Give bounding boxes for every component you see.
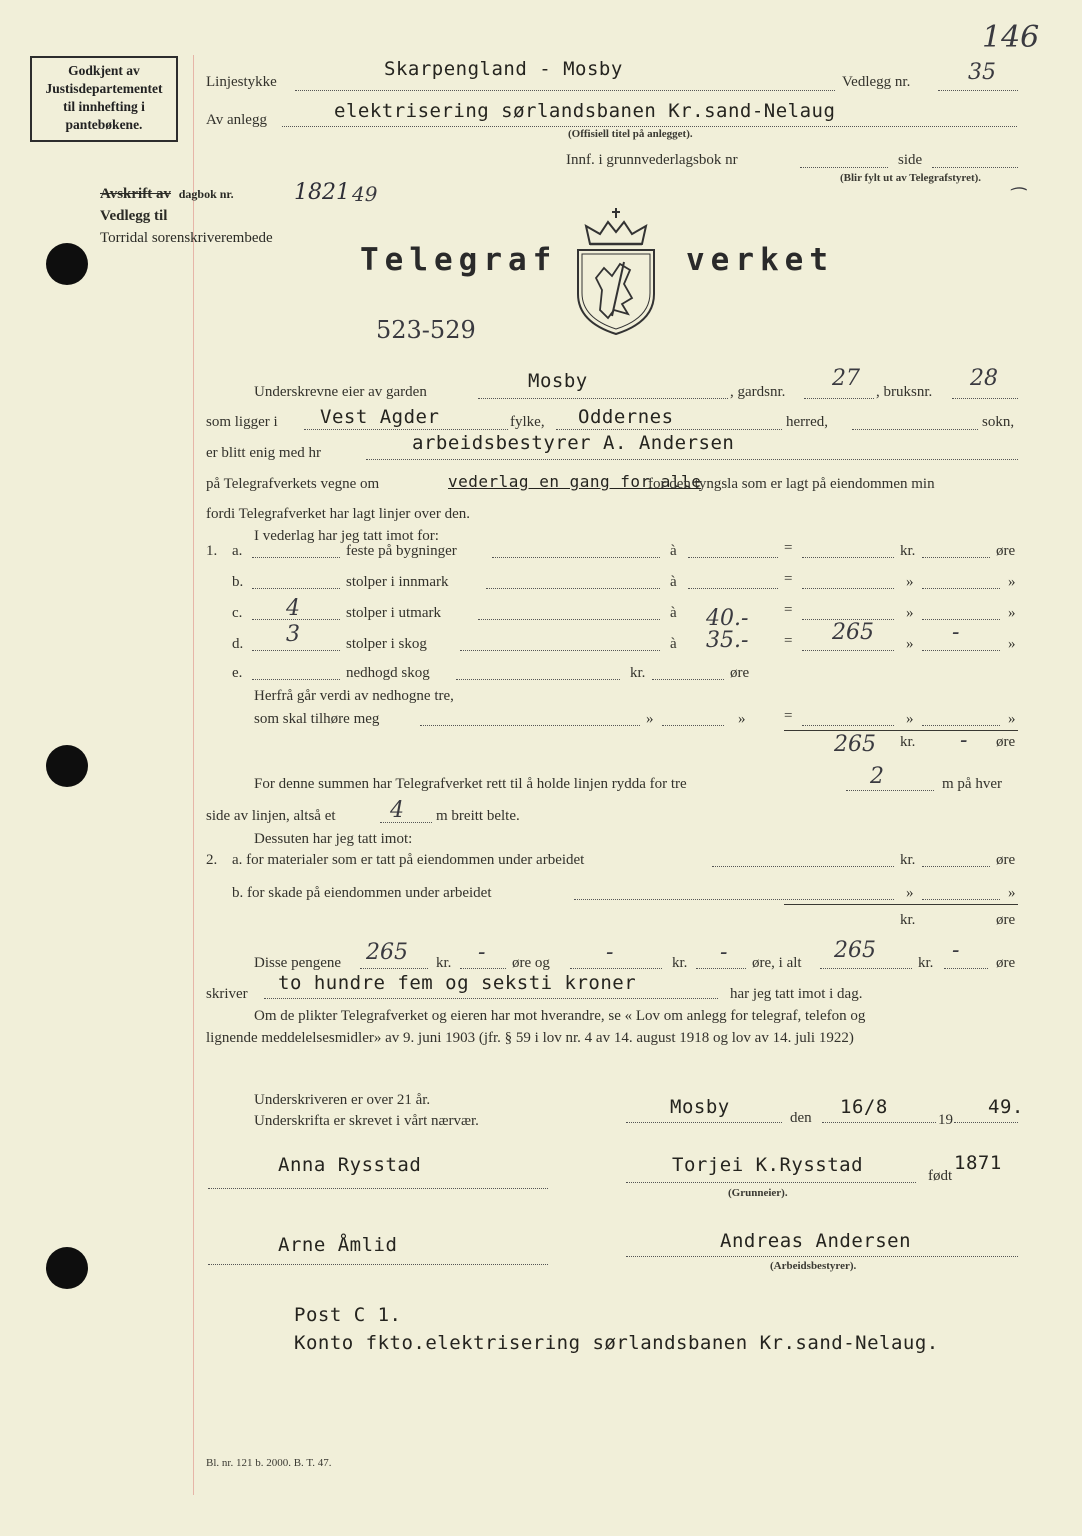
summary-i-alt: øre, i alt — [752, 955, 802, 971]
punch-hole — [46, 243, 88, 285]
item-a-kr: kr. — [900, 543, 916, 559]
fill-line — [688, 557, 778, 558]
side-label: side — [898, 152, 923, 168]
stamp-line: til innhefting i — [63, 99, 145, 114]
item-d-price: 35.- — [706, 628, 749, 653]
signing-date: 16/8 — [840, 1096, 888, 1118]
item-b-text: stolper i innmark — [346, 574, 449, 590]
anlegg-note: (Offisiell titel på anlegget). — [568, 128, 693, 140]
fill-line — [800, 167, 888, 168]
signing-place: Mosby — [670, 1096, 730, 1118]
fill-line — [922, 866, 990, 867]
county-label: fylke, — [510, 414, 545, 430]
legal-line1: Om de plikter Telegrafverket og eieren har mot hverandre, se « Lov om anlegg for telegraf, telefon og — [254, 1008, 866, 1024]
item-b-ditto: » — [906, 574, 914, 590]
fill-line — [570, 968, 662, 969]
body-line2-text: som ligger i — [206, 414, 278, 430]
fill-line — [652, 679, 724, 680]
fill-line — [954, 1122, 1018, 1123]
fill-line — [662, 725, 724, 726]
fill-line — [952, 398, 1018, 399]
fill-line — [295, 90, 835, 91]
stamp-line: Justisdepartementet — [45, 81, 163, 96]
body-line4-rest: for den tyngsla som er lagt på eiendommen min — [648, 476, 935, 492]
total-ore-value: - — [960, 728, 968, 753]
approval-stamp — [30, 56, 178, 142]
fill-line — [802, 588, 894, 589]
dagbok-label: dagbok nr. — [178, 187, 234, 201]
total-ore: øre — [996, 734, 1016, 750]
som-skal-ditto: » — [738, 711, 746, 727]
fill-line — [252, 619, 340, 620]
item-d-ore: - — [952, 620, 960, 645]
item-c-text: stolper i utmark — [346, 605, 441, 621]
summary-kr3: kr. — [918, 955, 934, 971]
summary-ore: øre — [996, 955, 1016, 971]
body-line1-text: Underskrevne eier av garden — [254, 384, 427, 400]
fill-line — [556, 429, 782, 430]
total-kr: kr. — [900, 734, 916, 750]
fill-line — [380, 822, 432, 823]
linjestykke-value: Skarpengland - Mosby — [384, 58, 623, 80]
born-label: født — [928, 1168, 953, 1184]
farm-name: Mosby — [528, 370, 588, 392]
item-a-text: feste på bygninger — [346, 543, 457, 559]
bruksnr-label: , bruksnr. — [876, 384, 933, 400]
court-office: Torridal sorenskriverembede — [100, 230, 273, 246]
section2-a-kr: kr. — [900, 852, 916, 868]
fill-line — [208, 1188, 548, 1189]
item-a-at: à — [670, 543, 677, 559]
belt-text: side av linjen, altså et — [206, 808, 336, 824]
item-d-sum: 265 — [832, 620, 874, 645]
summary-ore2-value: - — [720, 940, 728, 965]
item-c-eq: = — [784, 602, 793, 618]
copy-of-text: Avskrift av — [100, 186, 171, 202]
item-e-text: nedhogd skog — [346, 665, 430, 681]
parish-label: sokn, — [982, 414, 1015, 430]
dessuten-text: Dessuten har jeg tatt imot: — [254, 831, 413, 847]
section2-a-ore: øre — [996, 852, 1016, 868]
som-skal-eq: = — [784, 708, 793, 724]
summary-ore-value: - — [478, 940, 486, 965]
fill-line — [252, 679, 340, 680]
section2-b-ditto: » — [1008, 885, 1016, 901]
item-d-quantity: 3 — [286, 622, 300, 647]
witnessed-text: Underskrifta er skrevet i vårt nærvær. — [254, 1113, 479, 1129]
fill-line — [922, 588, 1000, 589]
section2-total-ore: øre — [996, 912, 1016, 928]
item-d-text: stolper i skog — [346, 636, 427, 652]
summary-kr2-value: - — [606, 940, 614, 965]
margin-line — [193, 55, 194, 1495]
fill-line — [804, 398, 874, 399]
innf-label: Innf. i grunnvederlagsbok nr — [566, 152, 738, 168]
fill-line — [688, 588, 778, 589]
fill-line — [626, 1256, 1018, 1257]
pen-mark: ⁀ — [1008, 188, 1023, 209]
fill-line — [820, 968, 912, 969]
item-e-ore: øre — [730, 665, 750, 681]
item-b-ditto: » — [1008, 574, 1016, 590]
belt-width: 4 — [390, 798, 404, 823]
fill-line — [852, 429, 978, 430]
item-d-ditto: » — [906, 636, 914, 652]
summary-ore3-value: - — [952, 938, 960, 963]
body-line5: fordi Telegrafverket har lagt linjer over den. — [206, 506, 470, 522]
som-skal-text: som skal tilhøre meg — [254, 711, 380, 727]
fill-line — [802, 650, 894, 651]
summary-kr-value: 265 — [366, 940, 408, 965]
fill-line — [802, 557, 894, 558]
item-b-letter: b. — [232, 574, 244, 590]
fill-line — [932, 167, 1018, 168]
manager-name: Andreas Andersen — [720, 1230, 912, 1252]
reference-number: 523-529 — [376, 316, 476, 344]
stamp-line: pantebøkene. — [65, 117, 143, 132]
dagbok-year: 49 — [352, 182, 378, 206]
fill-line — [264, 998, 718, 999]
item-e-kr: kr. — [630, 665, 646, 681]
fill-line — [922, 557, 990, 558]
fill-line — [938, 90, 1018, 91]
sum-rule — [784, 730, 1018, 731]
norway-coat-of-arms-icon — [572, 206, 660, 336]
municipality-value: Oddernes — [578, 406, 674, 428]
som-skal-ditto: » — [1008, 711, 1016, 727]
legal-line2: lignende meddelelsesmidler» av 9. juni 1903 (jfr. § 59 i lov nr. 4 av 14. august 1918 og lov av 14. juli 1922) — [206, 1030, 854, 1046]
sum-rule — [784, 904, 1018, 905]
linjestykke-label: Linjestykke — [206, 74, 277, 90]
item-a-letter: a. — [232, 543, 243, 559]
item-a-ore: øre — [996, 543, 1016, 559]
summary-kr2: kr. — [672, 955, 688, 971]
punch-hole — [46, 745, 88, 787]
clearing-meters: 2 — [870, 764, 884, 789]
item-b-eq: = — [784, 571, 793, 587]
fill-line — [460, 968, 506, 969]
section2-number: 2. — [206, 852, 218, 868]
item-d-at: à — [670, 636, 677, 652]
dagbok-number: 1821 — [294, 180, 350, 205]
received-text: har jeg tatt imot i dag. — [730, 986, 863, 1002]
year-prefix: 19 — [938, 1112, 953, 1128]
item-c-ditto: » — [906, 605, 914, 621]
fill-line — [252, 650, 340, 651]
amount-in-words: to hundre fem og seksti kroner — [278, 972, 637, 994]
section2-a-text: a. for materialer som er tatt på eiendommen under arbeidet — [232, 852, 585, 868]
skriver-label: skriver — [206, 986, 248, 1002]
item-d-letter: d. — [232, 636, 244, 652]
representative-value: arbeidsbestyrer A. Andersen — [412, 432, 735, 454]
fill-line — [922, 725, 1000, 726]
fill-line — [252, 588, 340, 589]
stamp-line: Godkjent av — [68, 63, 140, 78]
page-number: 146 — [982, 20, 1040, 55]
county-value: Vest Agder — [320, 406, 440, 428]
post-line1: Post C 1. — [294, 1304, 402, 1326]
vedlegg-label: Vedlegg nr. — [842, 74, 911, 90]
belt-text-end: m breitt belte. — [436, 808, 520, 824]
fill-line — [712, 866, 894, 867]
fill-line — [360, 968, 428, 969]
item-d-ditto: » — [1008, 636, 1016, 652]
section2-b-text: b. for skade på eiendommen under arbeidet — [232, 885, 492, 901]
item-c-quantity: 4 — [286, 596, 300, 621]
som-skal-ditto: » — [646, 711, 654, 727]
total-sum: 265 — [834, 732, 876, 757]
summary-label: Disse pengene — [254, 955, 342, 971]
gardsnr-value: 27 — [832, 366, 860, 391]
summary-ore-og: øre og — [512, 955, 550, 971]
anlegg-value: elektrisering sørlandsbanen Kr.sand-Nelaug — [334, 100, 836, 122]
form-footer: Bl. nr. 121 b. 2000. B. T. 47. — [206, 1457, 332, 1469]
item-c-price: 40.- — [706, 606, 749, 631]
bruksnr-value: 28 — [970, 366, 998, 391]
municipality-label: herred, — [786, 414, 829, 430]
over-21-text: Underskriveren er over 21 år. — [254, 1092, 431, 1108]
fill-line — [456, 679, 620, 680]
fill-line — [420, 725, 640, 726]
fill-line — [922, 650, 1000, 651]
fill-line — [366, 459, 1018, 460]
fill-line — [478, 398, 728, 399]
item-c-ditto: » — [1008, 605, 1016, 621]
section2-total-kr: kr. — [900, 912, 916, 928]
fill-line — [460, 650, 660, 651]
owner-name: Torjei K.Rysstad — [672, 1154, 864, 1176]
clearing-text: For denne summen har Telegrafverket rett til å holde linjen rydda for tre — [254, 776, 687, 792]
punch-hole — [46, 1247, 88, 1289]
manager-caption: (Arbeidsbestyrer). — [770, 1260, 857, 1272]
title-right: verket — [686, 242, 834, 278]
fill-line — [846, 790, 934, 791]
herfra-text: Herfrå går verdi av nedhogne tre, — [254, 688, 454, 704]
fill-line — [208, 1264, 548, 1265]
item-d-eq: = — [784, 633, 793, 649]
fill-line — [922, 619, 1000, 620]
witness1-name: Anna Rysstad — [278, 1154, 422, 1176]
fill-line — [304, 429, 508, 430]
vedlegg-value: 35 — [968, 60, 996, 85]
fill-line — [492, 557, 660, 558]
fill-line — [626, 1122, 782, 1123]
compensation-type: vederlag en gang for alle — [448, 472, 702, 491]
item-a-eq: = — [784, 540, 793, 556]
item-c-at: à — [670, 605, 677, 621]
fill-line — [696, 968, 746, 969]
fill-line — [626, 1182, 916, 1183]
vedlegg-til: Vedlegg til — [100, 208, 168, 224]
fill-line — [282, 126, 1017, 127]
summary-total: 265 — [834, 938, 876, 963]
body-line4-text: på Telegrafverkets vegne om — [206, 476, 380, 492]
title-left: Telegraf — [360, 242, 558, 278]
post-line2: Konto fkto.elektrisering sørlandsbanen Kr.sand-Nelaug. — [294, 1332, 939, 1354]
fill-line — [252, 557, 340, 558]
witness2-name: Arne Åmlid — [278, 1234, 398, 1256]
innf-note: (Blir fylt ut av Telegrafstyret). — [840, 172, 982, 184]
item-c-letter: c. — [232, 605, 243, 621]
body-line3-text: er blitt enig med hr — [206, 445, 321, 461]
body-line6: I vederlag har jeg tatt imot for: — [254, 528, 439, 544]
som-skal-ditto: » — [906, 711, 914, 727]
fill-line — [802, 725, 894, 726]
section2-b-ditto: » — [906, 885, 914, 901]
item-b-at: à — [670, 574, 677, 590]
fill-line — [478, 619, 660, 620]
fill-line — [922, 899, 1000, 900]
clearing-text-end: m på hver — [942, 776, 1002, 792]
gardsnr-label: , gardsnr. — [730, 384, 786, 400]
copy-of-label — [100, 186, 234, 203]
anlegg-label: Av anlegg — [206, 112, 267, 128]
summary-kr1: kr. — [436, 955, 452, 971]
year-suffix: 49. — [988, 1096, 1024, 1118]
item-e-letter: e. — [232, 665, 243, 681]
den-label: den — [790, 1110, 812, 1126]
fill-line — [486, 588, 660, 589]
born-year: 1871 — [954, 1152, 1002, 1174]
item-number-1: 1. — [206, 543, 218, 559]
owner-caption: (Grunneier). — [728, 1187, 788, 1199]
fill-line — [822, 1122, 936, 1123]
fill-line — [944, 968, 988, 969]
fill-line — [574, 899, 894, 900]
